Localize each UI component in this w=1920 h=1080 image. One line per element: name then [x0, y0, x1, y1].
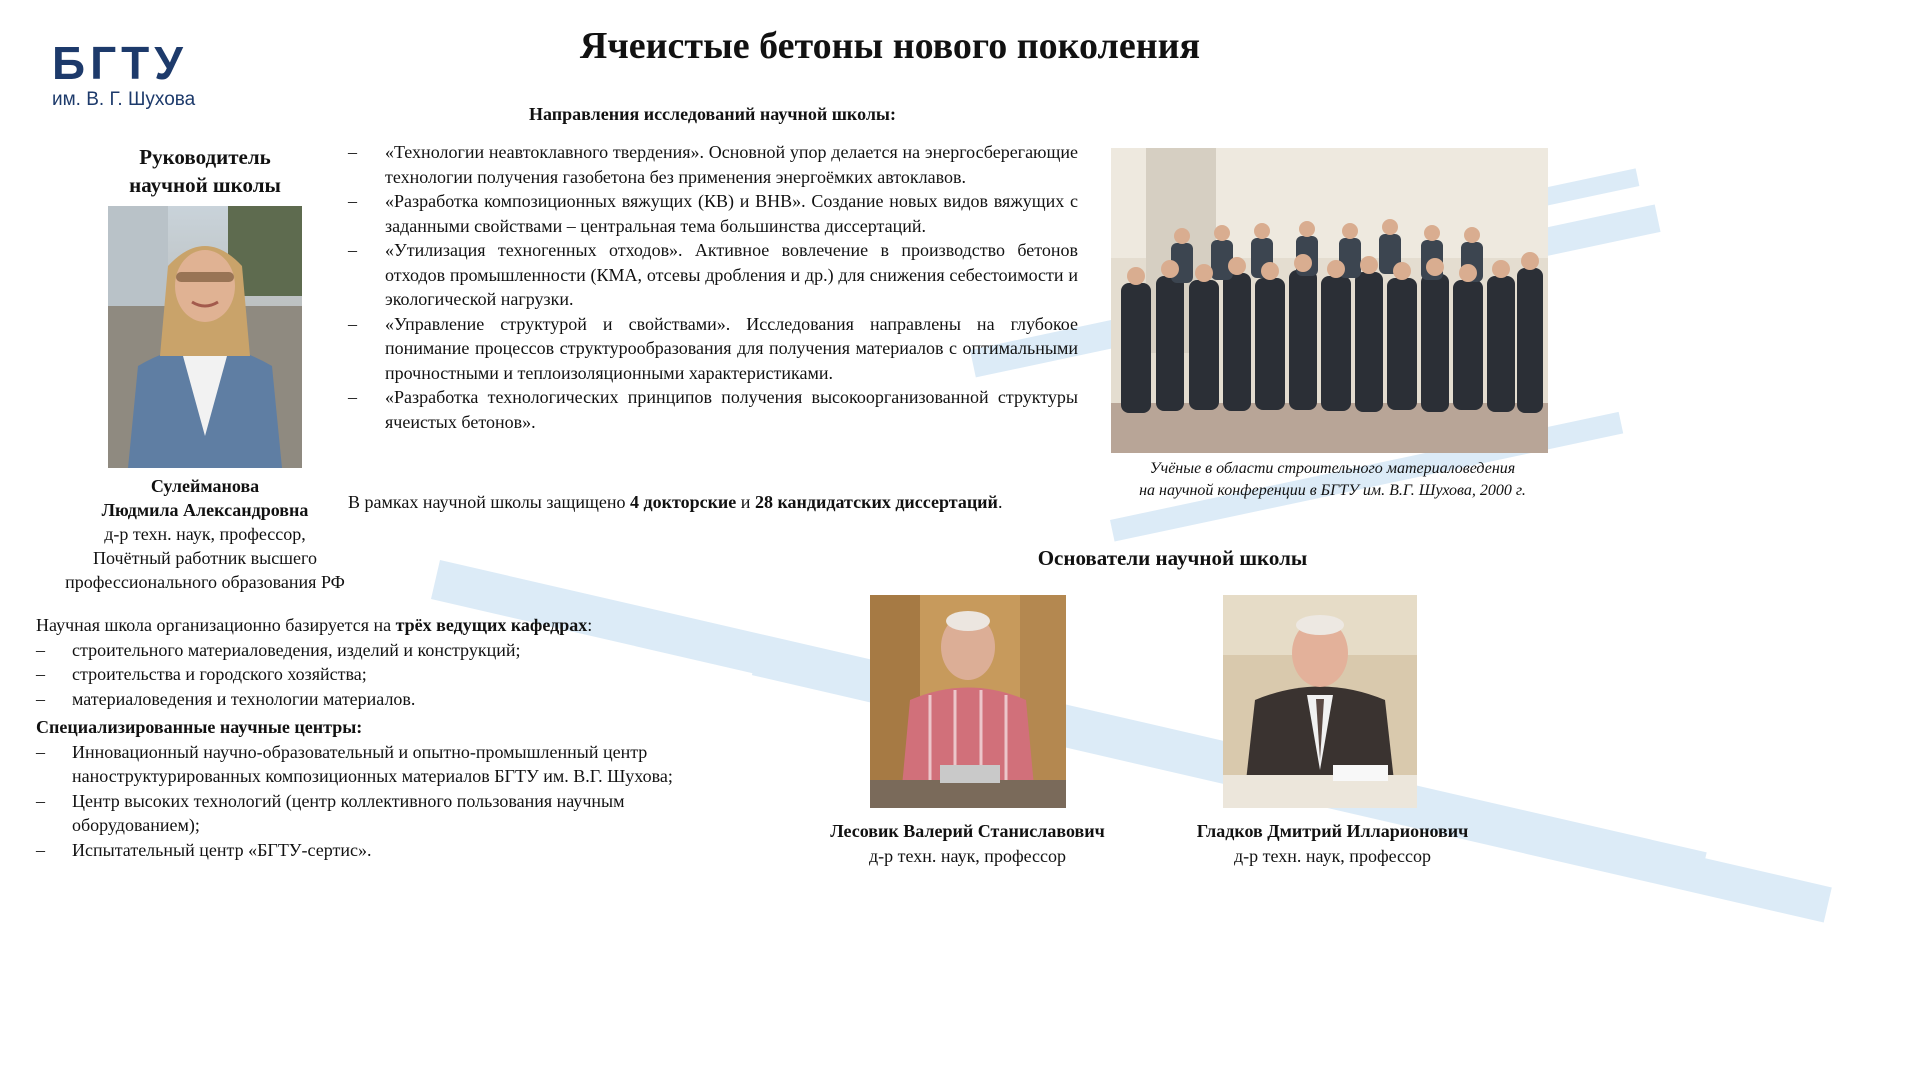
dash-marker: – [36, 688, 45, 709]
direction-text: «Разработка композиционных вяжущих (КВ) и ВНВ». Создание новых видов вяжущих с заданными свойствами – центральная тема большинства диссертаций. [385, 191, 1078, 236]
founder-info [805, 819, 1130, 869]
direction-text: «Технологии неавтоклавного твердения». Основной упор делается на энергосберегающие технологии получения газобетона без применения энергоёмких автоклавов. [385, 142, 1078, 187]
list-item [348, 312, 1078, 386]
list-item [36, 662, 816, 687]
dash-marker: – [348, 240, 357, 260]
department-text: строительства и городского хозяйства; [72, 664, 367, 684]
head-degree: д-р техн. наук, профессор, [104, 524, 306, 544]
direction-text: «Управление структурой и свойствами». Исследования направлены на глубокое понимание процессов структурообразования для получения материалов с оптимальными прочностными и теплоизоляционными характеристиками. [385, 313, 1078, 383]
centers-title: Специализированные научные центры: [36, 717, 363, 737]
list-item [348, 238, 1078, 312]
founder-portrait [1223, 595, 1417, 808]
list-item [348, 189, 1078, 238]
university-logo [52, 38, 195, 110]
head-portrait [108, 206, 302, 468]
dash-marker: – [348, 142, 357, 162]
department-text: материаловедения и технологии материалов. [72, 688, 416, 709]
directions-title: Направления исследований научной школы: [529, 104, 896, 124]
list-item [36, 740, 762, 789]
founder-name: Лесовик Валерий Станиславович [830, 821, 1105, 841]
logo-subtitle: им. В. Г. Шухова [52, 89, 196, 110]
list-item [36, 838, 816, 863]
direction-text: «Разработка технологических принципов получения высокоорганизованной структуры ячеистых бетонов». [385, 387, 1078, 432]
head-surname: Сулейманова [150, 476, 260, 496]
page-title: Ячеистые бетоны нового поколения [579, 25, 1201, 67]
list-item [36, 638, 816, 663]
list-item [36, 789, 632, 838]
department-text: строительного материаловедения, изделий и конструкций; [72, 639, 521, 660]
center-text: Инновационный научно-образовательный и опытно-промышленный центр наноструктурированных композиционных материалов БГТУ им. В.Г. Шухова; [72, 741, 673, 786]
center-text: Испытательный центр «БГТУ-сертис». [72, 839, 372, 860]
founder-name: Гладков Дмитрий Илларионович [1196, 821, 1469, 841]
doctoral-count: 4 докторские [629, 492, 737, 512]
center-text: Центр высоких технологий (центр коллективного пользования научным оборудованием); [72, 790, 625, 835]
dash-marker: – [36, 790, 45, 811]
logo-text: БГТУ [52, 37, 188, 89]
direction-text: «Утилизация техногенных отходов». Активное вовлечение в производство бетонов отходов промышленности (КМА, отсевы дробления и др.) для снижения себестоимости и экологической нагрузки. [385, 240, 1078, 309]
candidate-count: 28 кандидатских диссертаций [754, 492, 998, 512]
dash-marker: – [36, 664, 45, 684]
founder-info [1165, 819, 1500, 869]
dash-marker: – [36, 741, 45, 762]
dash-marker: – [36, 639, 45, 660]
list-item [348, 140, 1078, 189]
head-honor-line: профессионального образования РФ [65, 572, 345, 592]
founders-title: Основатели научной школы [1037, 546, 1308, 570]
dash-marker: – [36, 839, 45, 860]
directions-list [348, 140, 1078, 434]
list-item [36, 687, 816, 712]
dash-marker: – [348, 387, 357, 407]
dissertations-summary: В рамках научной школы защищено 4 докторские и 28 кандидатских диссертаций. [348, 492, 1003, 512]
group-photo [1111, 148, 1548, 453]
organization-block [36, 613, 816, 862]
group-photo-caption: Учёные в области строительного материаловедения на научной конференции в БГТУ им. В.Г. Шухова, 2000 г. [1139, 460, 1526, 499]
head-info [20, 474, 390, 594]
departments-intro: Научная школа организационно базируется на трёх ведущих кафедрах: [36, 615, 593, 635]
dash-marker: – [348, 191, 357, 211]
head-title: Руководитель научной школы [129, 145, 281, 197]
head-honor-line: Почётный работник высшего [93, 548, 317, 568]
founder-portrait [870, 595, 1066, 808]
list-item [348, 385, 1078, 434]
dash-marker: – [348, 313, 357, 334]
founder-degree: д-р техн. наук, профессор [868, 846, 1067, 866]
head-given-name: Людмила Александровна [101, 500, 309, 520]
founder-degree: д-р техн. наук, профессор [1233, 846, 1432, 866]
